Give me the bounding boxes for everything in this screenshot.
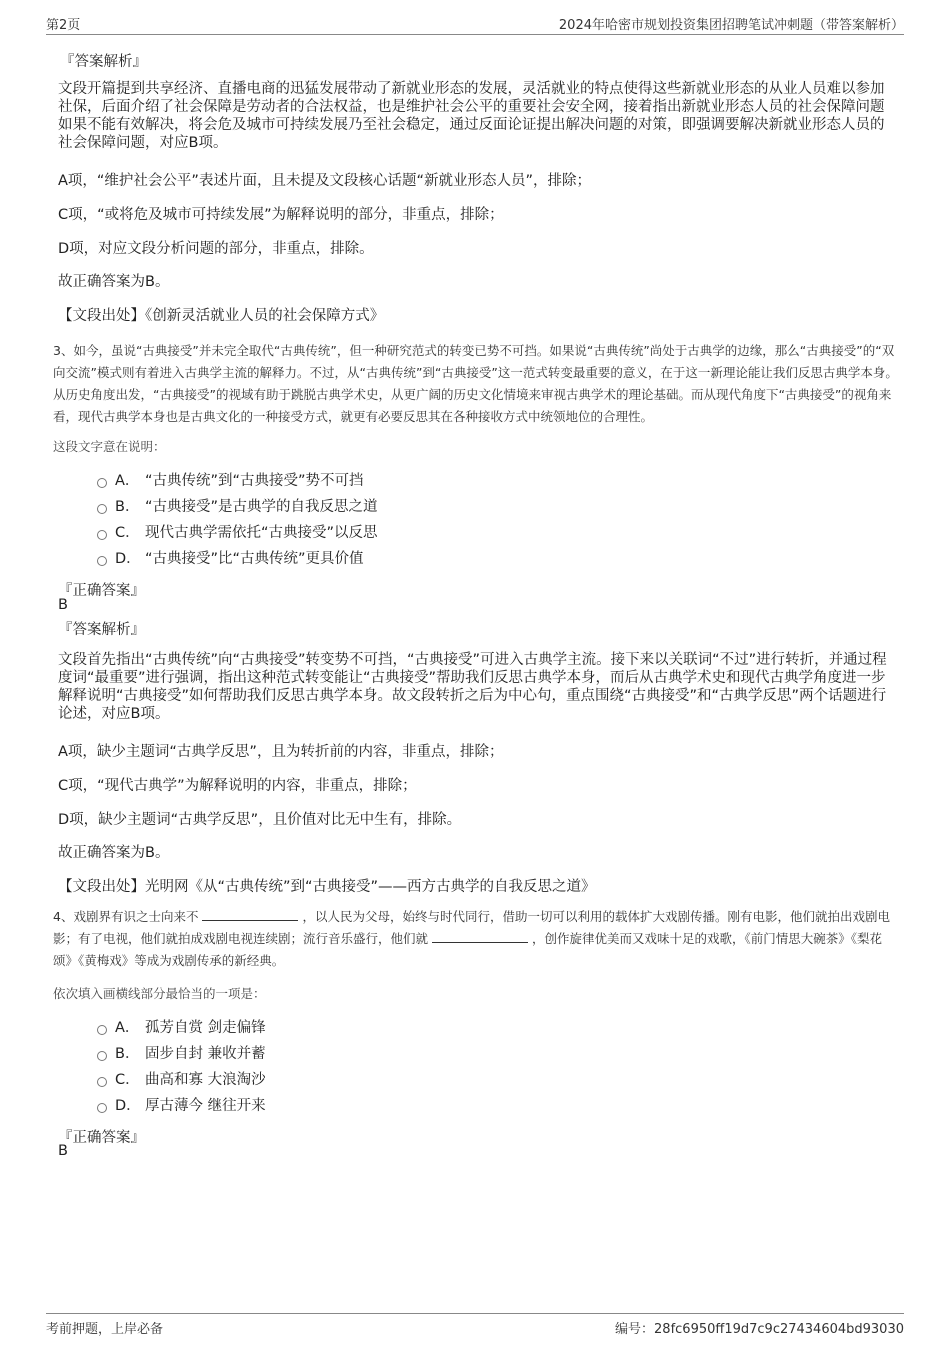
- q4-answer-label: 『正确答案』: [58, 1130, 145, 1146]
- q4-option-a[interactable]: A． 孤芳自赏 剑走偏锋: [97, 1018, 266, 1038]
- q3-option-b[interactable]: B． “古典接受”是古典学的自我反思之道: [97, 497, 378, 517]
- fill-blank-1: [202, 908, 298, 921]
- q3-option-d[interactable]: D． “古典接受”比“古典传统”更具价值: [97, 549, 364, 569]
- q3-source: 【文段出处】光明网《从“古典传统”到“古典接受”——西方古典学的自我反思之道》: [58, 879, 596, 895]
- q2-option-d-analysis: D项，对应文段分析问题的部分，非重点，排除。: [58, 241, 374, 257]
- footer-slogan: 考前押题，上岸必备: [46, 1322, 164, 1337]
- q2-conclusion: 故正确答案为B。: [58, 274, 170, 290]
- q3-option-c[interactable]: C． 现代古典学需依托“古典接受”以反思: [97, 523, 378, 543]
- q4-option-d[interactable]: D． 厚古薄今 继往开来: [97, 1096, 266, 1116]
- radio-icon[interactable]: [97, 504, 107, 514]
- radio-icon[interactable]: [97, 530, 107, 540]
- q2-option-c-analysis: C项，“或将危及城市可持续发展”为解释说明的部分，非重点，排除；: [58, 207, 504, 223]
- page-header: [46, 14, 904, 35]
- page-footer: [46, 1313, 904, 1338]
- q3-option-a-analysis: A项，缺少主题词“古典学反思”，且为转折前的内容，非重点，排除；: [58, 744, 504, 760]
- q3-conclusion: 故正确答案为B。: [58, 845, 170, 861]
- q3-answer: B: [58, 597, 68, 613]
- q4-prompt: 依次填入画横线部分最恰当的一项是：: [53, 986, 266, 1001]
- q3-answer-label: 『正确答案』: [58, 583, 145, 599]
- q3-question-text: 3、如今，虽说“古典接受”并未完全取代“古典传统”，但一种研究范式的转变已势不可挡。如果说“古典传统”尚处于古典学的边缘，那么“古典接受”的“双向交流”模式则有着进入古典学主流的解释力。不过，从“古典传统”到“古典接受”这一范式转变最重要的意义，在于这一新理论能让我们反思古典学本身。从历史角度出发，“古典接受”的视域有助于跳脱古典学术史，从更广阔的历史文化情境来审视古典学术的理论基础。而从现代角度下“古典接受”的视角来看，现代古典学本身也是古典文化的一种接受方式，就更有必要反思其在各种接收方式中统领地位的合理性。: [53, 343, 898, 424]
- document-title: 2024年哈密市规划投资集团招聘笔试冲刺题（带答案解析）: [558, 18, 904, 33]
- q3-analysis-label: 『答案解析』: [58, 622, 145, 638]
- page-number: 第2页: [46, 18, 81, 33]
- radio-icon[interactable]: [97, 556, 107, 566]
- q4-option-c[interactable]: C． 曲高和寡 大浪淘沙: [97, 1070, 266, 1090]
- radio-icon[interactable]: [97, 1025, 107, 1035]
- q3-prompt: 这段文字意在说明：: [53, 439, 166, 454]
- fill-blank-2: [432, 930, 528, 943]
- radio-icon[interactable]: [97, 1103, 107, 1113]
- radio-icon[interactable]: [97, 1077, 107, 1087]
- q2-analysis-text: 文段开篇提到共享经济、直播电商的迅猛发展带动了新就业形态的发展，灵活就业的特点使得这些新就业形态的从业人员难以参加社保，后面介绍了社会保障是劳动者的合法权益，也是维护社会公平的重要社会安全网，接着指出新就业形态人员的社会保障问题如果不能有效解决，将会危及城市可持续发展乃至社会稳定，通过反面论证提出解决问题的对策，即强调要解决新就业形态人员的社会保障问题，对应B项。: [58, 81, 885, 151]
- q3-option-c-analysis: C项，“现代古典学”为解释说明的内容，非重点，排除；: [58, 778, 417, 794]
- q4-question-text: 4、戏剧界有识之士向来不 ，以人民为父母，始终与时代同行，借助一切可以利用的载体扩大戏剧传播。刚有电影，他们就拍出戏剧电影；有了电视，他们就拍成戏剧电视连续剧；流行音乐盛行，他们就 ，创作旋律优美而又戏味十足的戏歌，《前门情思大碗茶》《梨花颂》《黄梅戏》等成为戏剧传承的新经典。: [53, 909, 890, 968]
- radio-icon[interactable]: [97, 478, 107, 488]
- q3-option-a[interactable]: A． “古典传统”到“古典接受”势不可挡: [97, 471, 364, 491]
- q2-source: 【文段出处】《创新灵活就业人员的社会保障方式》: [58, 308, 385, 324]
- q2-option-a-analysis: A项，“维护社会公平”表述片面，且未提及文段核心话题“新就业形态人员”，排除；: [58, 173, 591, 189]
- q3-analysis-text: 文段首先指出“古典传统”向“古典接受”转变势不可挡，“古典接受”可进入古典学主流。接下来以关联词“不过”进行转折，并通过程度词“最重要”进行强调，指出这种范式转变能让“古典接受”帮助我们反思古典学本身，而后从古典学术史和现代古典学角度进一步解释说明“古典接受”如何帮助我们反思古典学本身。故文段转折之后为中心句，重点围绕“古典接受”和“古典学反思”两个话题进行论述，对应B项。: [58, 652, 887, 722]
- q2-analysis-label: 『答案解析』: [60, 54, 147, 70]
- q4-option-b[interactable]: B． 固步自封 兼收并蓄: [97, 1044, 266, 1064]
- q3-option-d-analysis: D项，缺少主题词“古典学反思”，且价值对比无中生有，排除。: [58, 812, 462, 828]
- q4-answer: B: [58, 1143, 68, 1159]
- radio-icon[interactable]: [97, 1051, 107, 1061]
- document-id: 编号：28fc6950ff19d7c9c27434604bd93030: [615, 1322, 904, 1337]
